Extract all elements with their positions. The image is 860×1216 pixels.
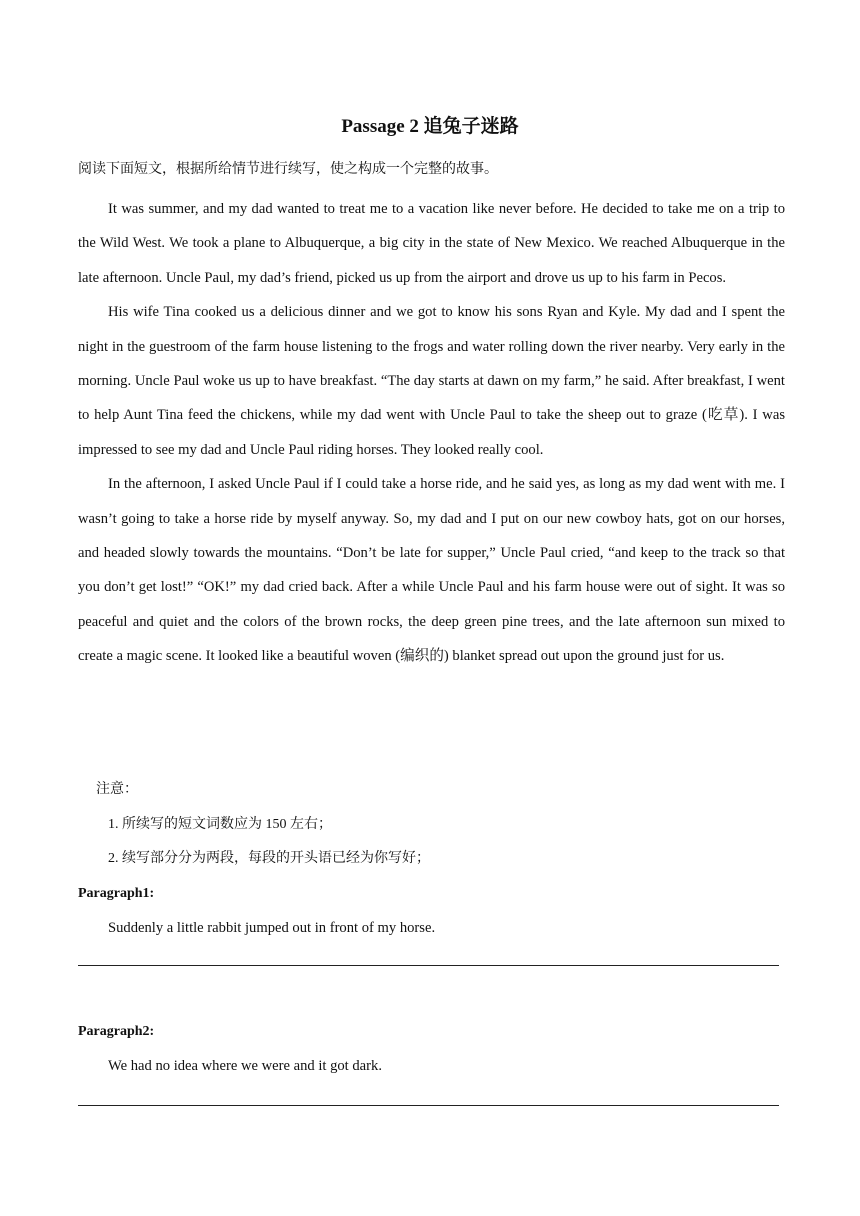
story-paragraph-2: His wife Tina cooked us a delicious dinner and we got to know his sons Ryan and Kyle. My dad and I spent the night in the guestroom of the farm house listening to the frogs and water rolling down the river nearby. Very early in the morning. Uncle Paul woke us up to have breakfast. “The day starts at dawn on my farm,” he said. After breakfast, I went to help Aunt Tina feed the chickens, while my dad went with Uncle Paul to take the sheep out to graze (吃草). I was impressed to see my dad and Uncle Paul riding horses. They looked really cool.	[78, 304, 785, 458]
paragraph2-label: Paragraph2:	[78, 1024, 155, 1039]
story-paragraph-3: In the afternoon, I asked Uncle Paul if I could take a horse ride, and he said yes, as long as my dad went with me. I wasn’t going to take a horse ride by myself anyway. So, my dad and I put on our new cowboy hats, got on our horses, and headed slowly towards the mountains. “Don’t be late for supper,” Uncle Paul cried, “and keep to the track so that you don’t get lost!” “OK!” my dad cried back. After a while Uncle Paul and his farm house were out of sight. It was so peaceful and quiet and the colors of the brown rocks, the deep green pine trees, and the late afternoon sun mixed to create a magic scene. It looked like a beautiful woven (编织的) blanket spread out upon the ground just for us.	[78, 476, 785, 665]
paragraph2-opening: We had no idea where we were and it got dark.	[108, 1058, 382, 1074]
story-passage	[78, 192, 785, 674]
note-item-2: 2. 续写部分分为两段，每段的开头语已经为你写好；	[108, 851, 430, 866]
paragraph1-opening: Suddenly a little rabbit jumped out in front of my horse.	[108, 920, 436, 936]
story-paragraph-1: It was summer, and my dad wanted to treat me to a vacation like never before. He decided to take me on a trip to the Wild West. We took a plane to Albuquerque, a big city in the state of New Mexico. We reached Albuquerque in the late afternoon. Uncle Paul, my dad’s friend, picked us up from the airport and drove us up to his farm in Pecos.	[78, 201, 785, 286]
paragraph1-writing-line[interactable]	[78, 965, 779, 966]
paragraph1-label: Paragraph1:	[78, 886, 155, 901]
passage-title: Passage 2 追兔子迷路	[341, 116, 519, 137]
note-item-1: 1. 所续写的短文词数应为 150 左右；	[108, 817, 332, 832]
task-instruction: 阅读下面短文，根据所给情节进行续写，使之构成一个完整的故事。	[78, 162, 498, 177]
paragraph2-writing-line[interactable]	[78, 1105, 779, 1106]
notes-heading: 注意：	[96, 782, 138, 797]
